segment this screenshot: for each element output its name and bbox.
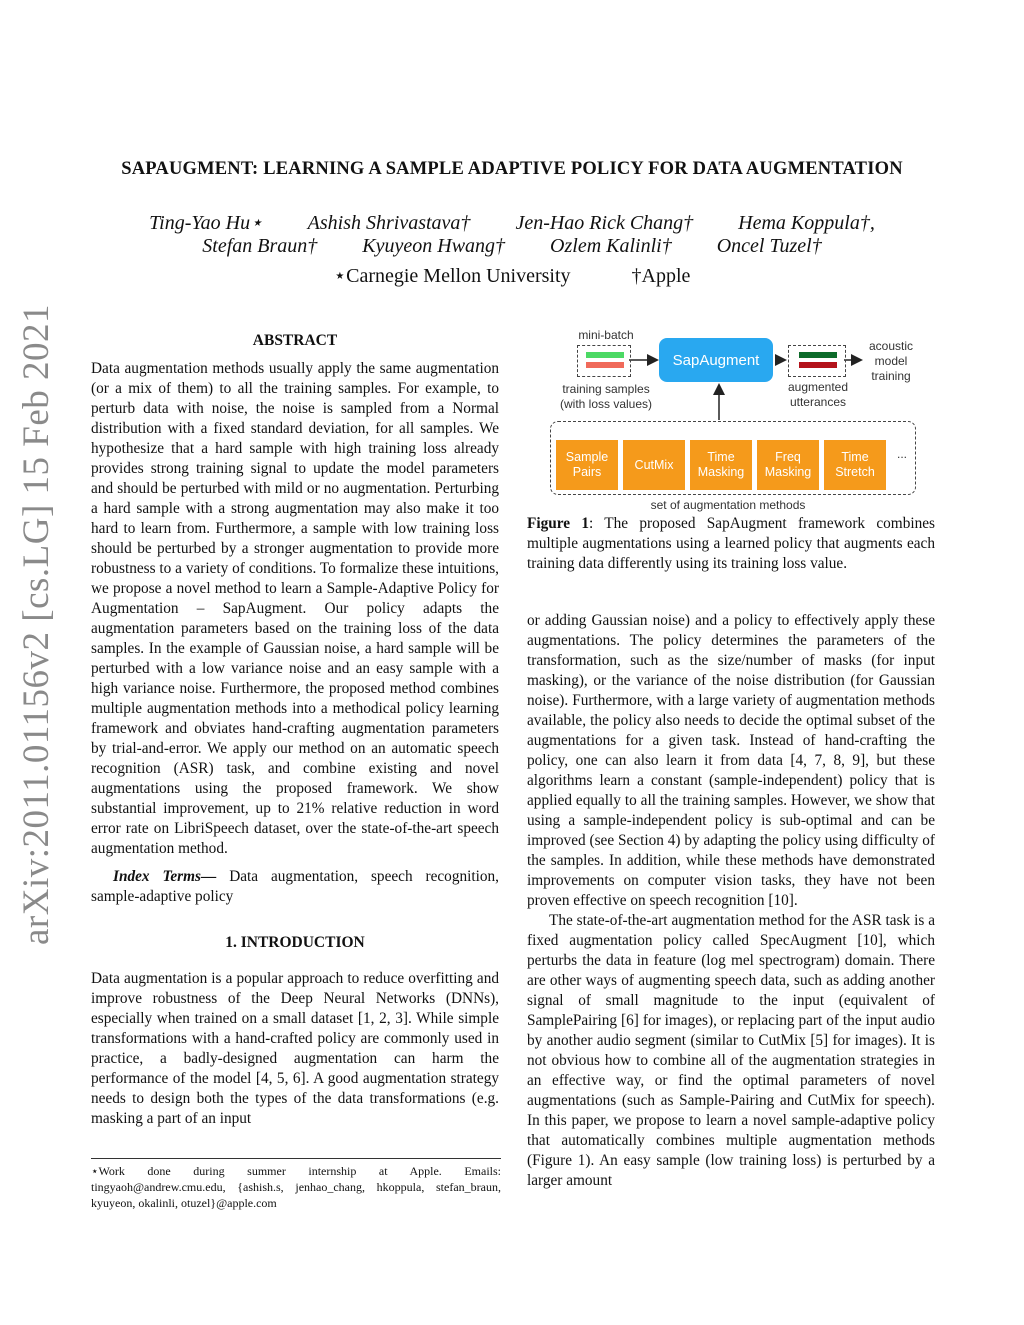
left-column — [91, 331, 499, 1129]
training-samples-label: training samples (with loss values) — [559, 382, 653, 411]
author: Ting-Yao Hu⋆ — [149, 212, 263, 234]
intro-paragraph: Data augmentation is a popular approach to reduce overfitting and improve robustness of the Deep Neural Networks (DNNs), especially when trained on a small dataset [1, 2, 3]. While simple transformations with a hand-crafted policy are commonly used in practice, a badly-designed augmentation can harm the performance of the model [4, 5, 6]. A good augmentation strategy needs to design both the types of the data transformations (e.g. masking a part of an input — [91, 970, 499, 1127]
caption-text: : The proposed SapAugment framework combines multiple augmentations using a learned policy that augments each training data differently using its training loss value. — [527, 515, 935, 572]
author: Kyuyeon Hwang† — [362, 235, 506, 257]
method-cutmix: CutMix — [623, 440, 685, 490]
right-column — [527, 611, 935, 1191]
author: Ozlem Kalinli† — [550, 235, 672, 257]
right-paragraph-2: The state-of-the-art augmentation method for the ASR task is a fixed augmentation policy called SpecAugment [10], which perturbs the data in feature (log mel spectrogram) domain. There are other ways of augmenting speech data, such as adding another signal of small magnitude to the input (equivalent of SamplePairing [6] for images), or replacing part of the input audio by another audio segment (similar to CutMix [5] for images). It is not obvious how to combine all of the augmentation strategies in an effective way, or find the optimal parameters of novel augmentations (such as Sample-Pairing and CutMix for speech). In this paper, we propose to learn a novel sample-adaptive policy that automatically combines multiple augmentation methods (Figure 1). An easy sample (low training loss) is perturbed by a larger amount — [527, 912, 935, 1189]
authors-row-1 — [0, 210, 1024, 235]
figure-1 — [548, 322, 920, 514]
index-terms — [91, 867, 499, 907]
affiliation: ⋆Carnegie Mellon University — [333, 265, 571, 287]
abstract-text: Data augmentation methods usually apply the same augmentation (or a mix of them) to all the training samples. For example, to perturb data with noise, the noise is sampled from a Normal distribution with a fixed standard deviation, for all samples. We hypothesize that a hard sample with high training loss already provides strong training signal to update the model parameters and should be perturbed with mild or no augmentation. Perturbing a hard sample with a strong augmentation may also make it too hard to learn from. Furthermore, a sample with low training loss should be perturbed by a stronger augmentation to provide more robustness to a variety of conditions. To formalize these intuitions, we propose a novel method to learn a Sample-Adaptive Policy for Augmentation – SapAugment. Our policy adapts the augmentation parameters based on the training loss of the data samples. In the example of Gaussian noise, a hard sample will be perturbed with a low variance noise and an easy sample with a high variance noise. Furthermore, the proposed method combines multiple augmentation methods into a methodical policy learning framework and obviates hand-crafting augmentation parameters by trial-and-error. We apply our method on an automatic speech recognition (ASR) task, and combine existing and novel augmentations using the proposed framework. We show substantial improvement, up to 21% relative reduction in word error rate on LibriSpeech dataset, over the state-of-the-art speech augmentation method. — [91, 360, 499, 857]
author: Ashish Shrivastava† — [307, 212, 471, 234]
author: Stefan Braun† — [202, 235, 318, 257]
method-time-masking: Time Masking — [690, 440, 752, 490]
method-freq-masking: Freq Masking — [757, 440, 819, 490]
mini-batch-box — [577, 345, 631, 377]
author: Jen-Hao Rick Chang† — [515, 212, 694, 234]
affiliations — [0, 263, 1024, 288]
author: Oncel Tuzel† — [716, 235, 822, 257]
affiliation: †Apple — [631, 265, 691, 287]
acoustic-label: acoustic model training — [868, 339, 914, 383]
author: Hema Koppula†, — [738, 212, 875, 234]
augmented-label: augmented utterances — [787, 380, 849, 409]
sample-bar-red — [586, 362, 624, 368]
right-paragraph-1: or adding Gaussian noise) and a policy to effectively apply these augmentations. The policy determines the parameters of the transformation, such as the size/number of masks (for input masking), or the variance of the noise distribution (for Gaussian noise). Furthermore, with a large variety of augmentation methods available, the policy also needs to decide the optimal subset of the augmentations for a given task. Instead of hand-crafting the policy, one can also learn it from data [4, 7, 8, 9], but these algorithms learn a constant (sample-independent) policy that is applied equally to all the training samples. However, we show that using a sample-independent policy is sub-optimal and can be improved (see Section 4) by adapting the policy using difficulty of the samples. In addition, while these methods have demonstrated improvements on computer vision tasks, they have not been proven effective on speech recognition [10]. — [527, 612, 935, 909]
method-time-stretch: Time Stretch — [824, 440, 886, 490]
footnote: ⋆Work done during summer internship at Apple. Emails: tingyaoh@andrew.cmu.edu, {ashish.s, jenhao_chang, hkoppula, stefan_braun, kyuyeon, okalinli, otuzel}@apple.com — [91, 1158, 501, 1211]
figure-caption — [527, 514, 935, 574]
intro-heading: 1. INTRODUCTION — [225, 934, 365, 951]
sapaugment-box: SapAugment — [659, 338, 773, 382]
methods-ellipsis: ... — [896, 447, 907, 461]
arxiv-identifier: arXiv:2011.01156v2 [cs.LG] 15 Feb 2021 — [16, 303, 57, 945]
index-terms-text: Data augmentation, speech recognition, sample-adaptive policy — [91, 868, 499, 905]
index-terms-label: Index Terms— — [113, 868, 217, 885]
paper-title: SAPAUGMENT: LEARNING A SAMPLE ADAPTIVE POLICY FOR DATA AUGMENTATION — [121, 159, 903, 179]
methods-set-label: set of augmentation methods — [650, 498, 806, 512]
method-sample-pairs: Sample Pairs — [556, 440, 618, 490]
mini-batch-label: mini-batch — [578, 328, 634, 342]
authors-row-2 — [0, 235, 1024, 258]
augmented-bar-green — [799, 352, 837, 358]
sample-bar-green — [586, 352, 624, 358]
caption-label: Figure 1 — [527, 515, 590, 532]
augmented-box — [788, 345, 846, 377]
abstract-heading: ABSTRACT — [252, 332, 338, 349]
augmented-bar-red — [799, 362, 837, 368]
